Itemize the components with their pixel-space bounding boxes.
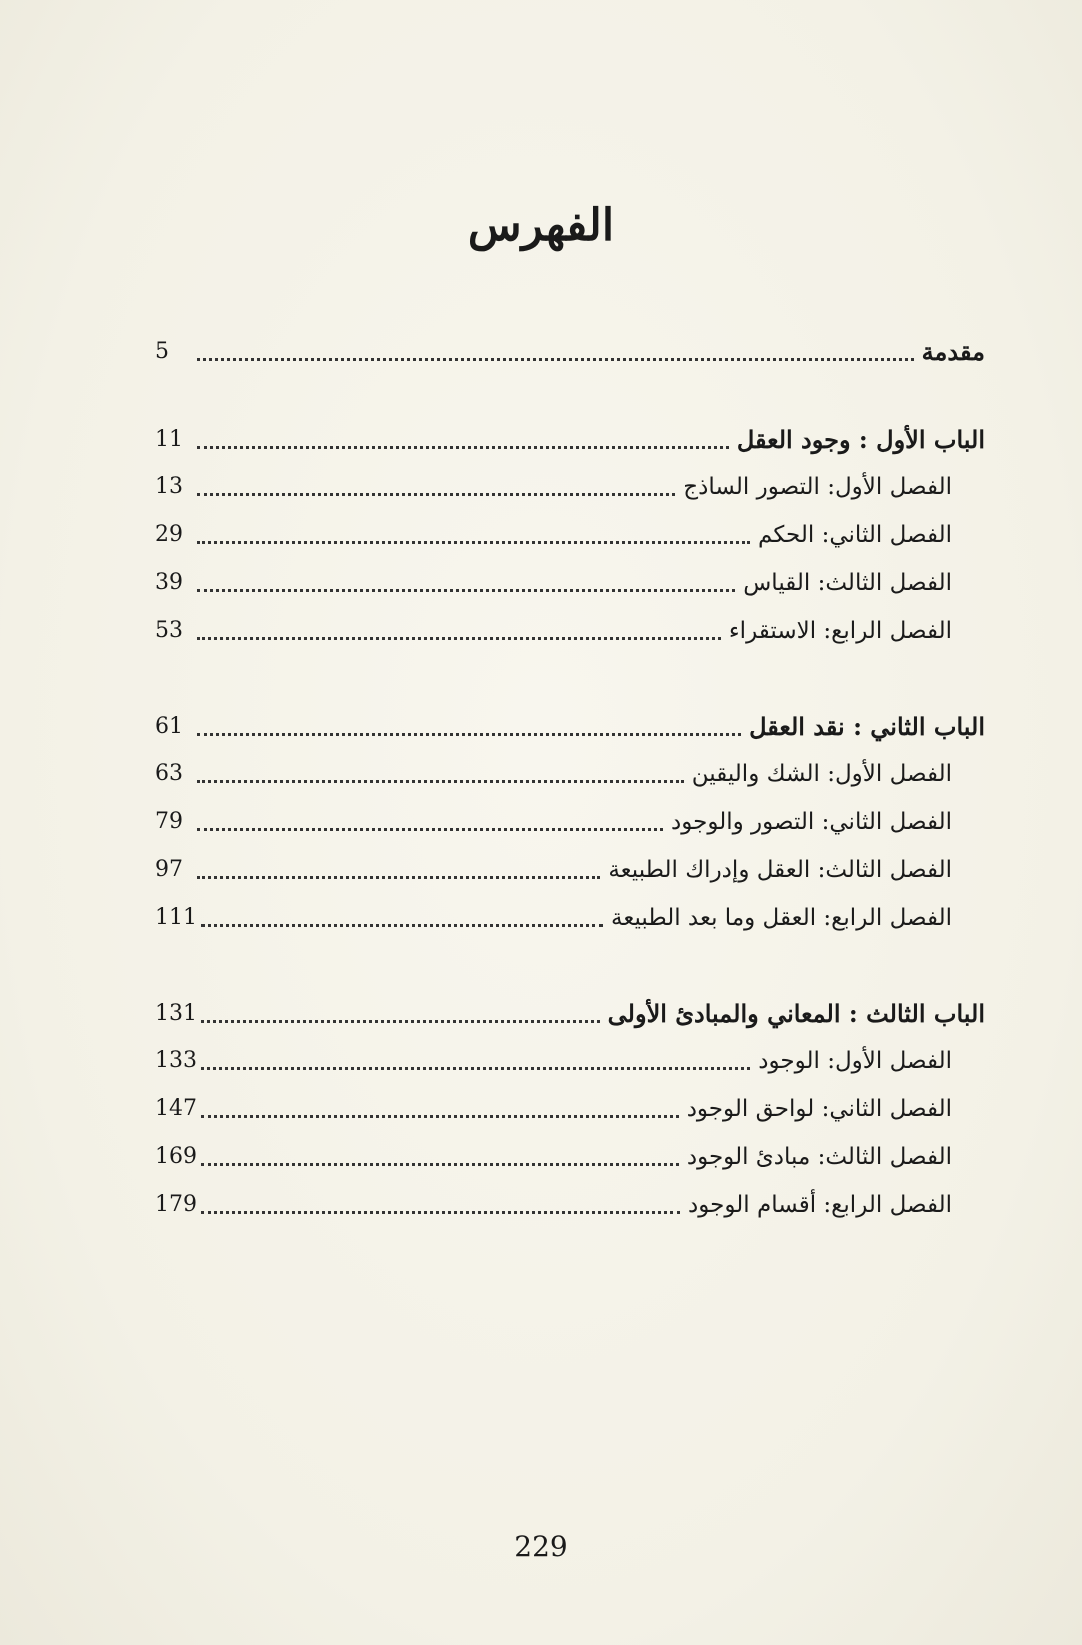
toc-chapter-page: 147: [155, 1096, 197, 1121]
toc-part-label: الباب الثاني : نقد العقل: [749, 712, 985, 741]
dot-leader: [197, 563, 735, 603]
dot-leader: [197, 754, 684, 794]
toc-entry-page: 5: [155, 339, 169, 364]
toc-chapter-page: 111: [155, 905, 197, 930]
toc-part-1: [155, 420, 985, 460]
toc-part-2: [155, 707, 985, 747]
toc-chapter-label: الفصل الثاني: التصور والوجود: [671, 809, 952, 835]
page-title: الفهرس: [467, 200, 615, 251]
toc-chapter: [155, 850, 985, 890]
dot-leader: [197, 420, 729, 460]
toc-chapter: [155, 563, 985, 603]
dot-leader: [197, 515, 750, 555]
toc-chapter: [155, 754, 985, 794]
toc-chapter-page: 169: [155, 1144, 197, 1169]
toc-chapter-page: 97: [155, 857, 183, 882]
dot-leader: [201, 898, 603, 938]
toc-entry-label: مقدمة: [921, 337, 985, 366]
toc-chapter: [155, 467, 985, 507]
toc-chapter-page: 179: [155, 1192, 197, 1217]
dot-leader: [201, 1089, 679, 1129]
toc-entry-intro: [155, 332, 985, 372]
page-number: 229: [514, 1530, 568, 1563]
toc-chapter-label: الفصل الرابع: الاستقراء: [728, 618, 952, 644]
toc-chapter-label: الفصل الثالث: مبادئ الوجود: [686, 1144, 952, 1170]
dot-leader: [197, 611, 721, 651]
toc-chapter-label: الفصل الأول: الشك واليقين: [691, 761, 952, 787]
toc-chapter: [155, 898, 985, 938]
toc-part-page: 131: [155, 1001, 197, 1026]
dot-leader: [197, 467, 675, 507]
toc-chapter: [155, 515, 985, 555]
toc-part-label: الباب الأول : وجود العقل: [736, 425, 985, 454]
toc-part-3: [155, 994, 985, 1034]
toc-part-page: 61: [155, 714, 183, 739]
toc-part-page: 11: [155, 427, 183, 452]
dot-leader: [201, 1041, 750, 1081]
dot-leader: [197, 332, 914, 372]
dot-leader: [201, 1185, 680, 1225]
toc-chapter: [155, 802, 985, 842]
toc-chapter-page: 29: [155, 522, 183, 547]
toc-chapter-page: 79: [155, 809, 183, 834]
toc-chapter-label: الفصل الثاني: الحكم: [758, 522, 952, 548]
toc-chapter: [155, 1137, 985, 1177]
toc-chapter: [155, 611, 985, 651]
toc-chapter-page: 53: [155, 618, 183, 643]
dot-leader: [197, 850, 600, 890]
toc-chapter-label: الفصل الأول: الوجود: [758, 1048, 952, 1074]
toc-chapter-page: 39: [155, 570, 183, 595]
toc-chapter-label: الفصل الثالث: القياس: [743, 570, 952, 596]
toc-chapter-label: الفصل الثالث: العقل وإدراك الطبيعة: [608, 857, 952, 883]
toc-chapter-label: الفصل الثاني: لواحق الوجود: [686, 1096, 952, 1122]
toc-chapter-label: الفصل الأول: التصور الساذج: [683, 474, 952, 500]
dot-leader: [201, 994, 600, 1034]
toc-chapter: [155, 1041, 985, 1081]
dot-leader: [197, 707, 741, 747]
dot-leader: [197, 802, 663, 842]
toc-part-label: الباب الثالث : المعاني والمبادئ الأولى: [607, 999, 985, 1028]
toc-chapter-page: 133: [155, 1048, 197, 1073]
toc-chapter-label: الفصل الرابع: أقسام الوجود: [688, 1192, 952, 1218]
dot-leader: [201, 1137, 679, 1177]
toc-chapter: [155, 1185, 985, 1225]
toc-chapter-page: 13: [155, 474, 183, 499]
toc-chapter-page: 63: [155, 761, 183, 786]
toc-chapter: [155, 1089, 985, 1129]
toc-chapter-label: الفصل الرابع: العقل وما بعد الطبيعة: [611, 905, 952, 931]
